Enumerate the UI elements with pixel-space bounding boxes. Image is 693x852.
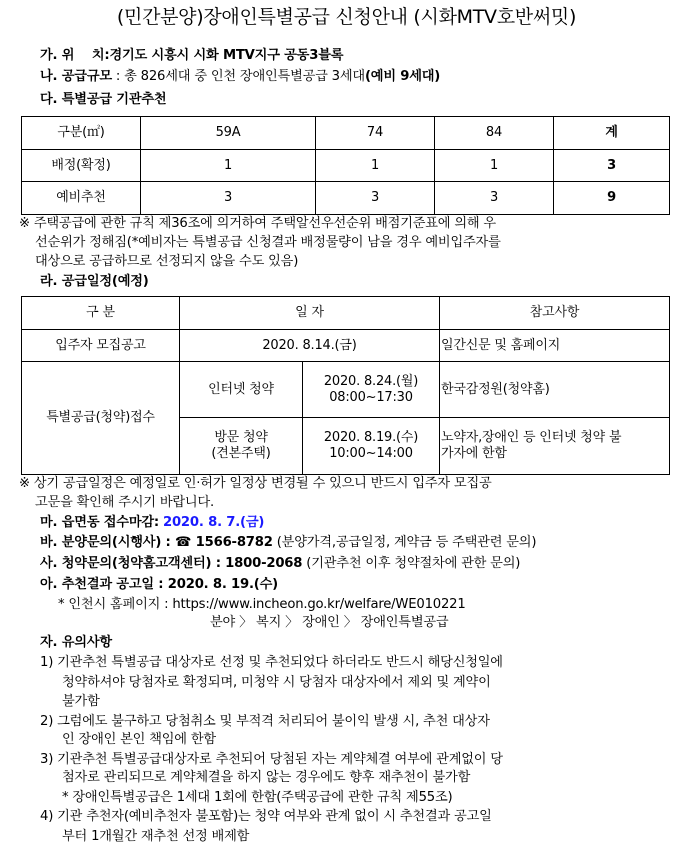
supply-scale-line xyxy=(40,68,440,85)
note-1-line-3: 대상으로 공급하므로 선정되지 않을 수도 있음) xyxy=(35,254,299,269)
cell-total: 9 xyxy=(554,182,670,215)
method-cell xyxy=(180,418,303,475)
supply-scale-value: : 총 826세대 중 인천 장애인특별공급 3세대 xyxy=(115,69,365,84)
cell: 1 xyxy=(435,150,554,182)
location-label: 가. 위 치 xyxy=(40,48,105,63)
schedule-row xyxy=(22,362,670,418)
note-1-line-1: ※ 주택공급에 관한 규칙 제36조에 의거하여 주택알선우선순위 배점기준표에 의해 우 xyxy=(19,216,496,231)
date-cell xyxy=(303,362,440,418)
sale-inquiry-note: (분양가격,공급일정, 계약금 등 주택관련 문의) xyxy=(276,535,537,550)
note-1-line-2: 선순위가 정해짐(*예비자는 특별공급 신청결과 배정물량이 남을 경우 예비입주자를 xyxy=(35,235,501,250)
schedule-table xyxy=(21,296,670,475)
ref-line: 가자에 한함 xyxy=(441,446,507,461)
caution-1-line-1: 1) 기관추천 특별공급 대상자로 선정 및 추천되었다 하더라도 반드시 해당신청일에 xyxy=(40,655,503,670)
caution-1-line-3: 불가함 xyxy=(62,694,100,709)
col-header-ref: 참고사항 xyxy=(440,297,670,330)
location-value: :경기도 시흥시 시화 MTV지구 공동3블록 xyxy=(104,48,344,63)
cell: 3 xyxy=(316,182,435,215)
caution-3-line-1: 3) 기관추천 특별공급대상자로 추천되어 당첨된 자는 계약체결 여부에 관계없이 당 xyxy=(40,752,503,767)
time-line: 10:00~14:00 xyxy=(329,446,413,461)
method-line: (견본주택) xyxy=(211,446,271,461)
date-line: 2020. 8.19.(수) xyxy=(323,430,419,445)
caution-1-line-2: 청약하셔야 당첨자로 확정되며, 미청약 시 당첨자 대상자에서 제외 및 계약이 xyxy=(62,675,491,690)
category-cell: 입주자 모집공고 xyxy=(22,330,180,362)
caution-3-line-2: 첨자로 관리되므로 계약체결을 하지 않는 경우에도 향후 재추천이 불가함 xyxy=(62,770,471,785)
col-header-category: 구 분 xyxy=(22,297,180,330)
row-label: 배정(확정) xyxy=(22,150,141,182)
ref-cell: 일간신문 및 홈페이지 xyxy=(440,330,670,362)
result-date-line: 아. 추천결과 공고일 : 2020. 8. 19.(수) xyxy=(40,577,278,592)
page-title: (민간분양)장애인특별공급 신청안내 (시화MTV호반써밋) xyxy=(116,6,577,28)
sale-inquiry-label: 바. 분양문의(시행사) : ☎ 1566-8782 xyxy=(40,535,273,550)
caution-header: 자. 유의사항 xyxy=(40,635,112,650)
col-header-total: 계 xyxy=(554,117,670,150)
homepage-path: 분야 〉 복지 〉 장애인 〉 장애인특별공급 xyxy=(210,615,449,630)
cell: 1 xyxy=(316,150,435,182)
col-header: 74 xyxy=(316,117,435,150)
caution-2-line-1: 2) 그럼에도 불구하고 당첨취소 및 부적격 처리되어 불이익 발생 시, 추천 대상자 xyxy=(40,714,490,729)
time-line: 08:00~17:30 xyxy=(329,389,413,405)
col-header: 구분(㎡) xyxy=(22,117,141,150)
supply-scale-reserve: (예비 9세대) xyxy=(364,69,441,84)
subscription-inquiry-note: (기관추천 이후 청약절차에 관한 문의) xyxy=(306,556,521,571)
col-header: 59A xyxy=(141,117,316,150)
cell: 1 xyxy=(141,150,316,182)
col-header-date: 일 자 xyxy=(180,297,440,330)
method-line: 방문 청약 xyxy=(214,430,268,445)
deadline-line xyxy=(40,514,264,531)
allocation-table xyxy=(21,116,670,215)
sale-inquiry-line xyxy=(40,534,536,551)
col-header: 84 xyxy=(435,117,554,150)
cell: 3 xyxy=(435,182,554,215)
caution-4-line-1: 4) 기관 추천자(예비추천자 불포함)는 청약 여부와 관계 없이 시 추천결과 공고일 xyxy=(40,809,492,824)
subscription-inquiry-label: 사. 청약문의(청약홈고객센터) : 1800-2068 xyxy=(40,556,303,571)
cell: 3 xyxy=(141,182,316,215)
date-cell: 2020. 8.14.(금) xyxy=(180,330,440,362)
allocation-header-row xyxy=(22,117,670,150)
supply-scale-label: 나. 공급규모 xyxy=(40,69,112,84)
ref-cell: 한국감정원(청약홈) xyxy=(440,362,670,418)
cell-total: 3 xyxy=(554,150,670,182)
schedule-header: 라. 공급일정(예정) xyxy=(40,274,149,289)
caution-2-line-2: 인 장애인 본인 책임에 한함 xyxy=(62,732,216,747)
deadline-value: 2020. 8. 7.(금) xyxy=(162,515,265,530)
allocation-row xyxy=(22,182,670,215)
deadline-label: 마. 읍면동 접수마감: xyxy=(40,515,159,530)
note-2-line-1: ※ 상기 공급일정은 예정일로 인·허가 일정상 변경될 수 있으니 반드시 입주자 모집공 xyxy=(19,476,492,491)
ref-line: 노약자,장애인 등 인터넷 청약 불 xyxy=(441,430,622,445)
caution-3-note: * 장애인특별공급은 1세대 1회에 한함(주택공급에 관한 규칙 제55조) xyxy=(62,790,453,805)
date-cell xyxy=(303,418,440,475)
homepage-line-1: * 인천시 홈페이지 : https://www.incheon.go.kr/welfare/WE010221 xyxy=(58,597,466,612)
row-label: 예비추천 xyxy=(22,182,141,215)
schedule-header-row xyxy=(22,297,670,330)
method-cell: 인터넷 청약 xyxy=(180,362,303,418)
ref-cell xyxy=(440,418,670,475)
note-2-line-2: 고문을 확인해 주시기 바랍니다. xyxy=(35,495,214,510)
date-line: 2020. 8.24.(월) xyxy=(323,373,419,389)
agency-recommend-header: 다. 특별공급 기관추천 xyxy=(40,92,167,107)
allocation-row xyxy=(22,150,670,182)
caution-4-line-2: 부터 1개월간 재추천 선정 배제함 xyxy=(62,829,250,844)
location-line xyxy=(40,47,343,64)
schedule-row xyxy=(22,330,670,362)
subscription-inquiry-line xyxy=(40,555,520,572)
category-cell: 특별공급(청약)접수 xyxy=(22,362,180,475)
